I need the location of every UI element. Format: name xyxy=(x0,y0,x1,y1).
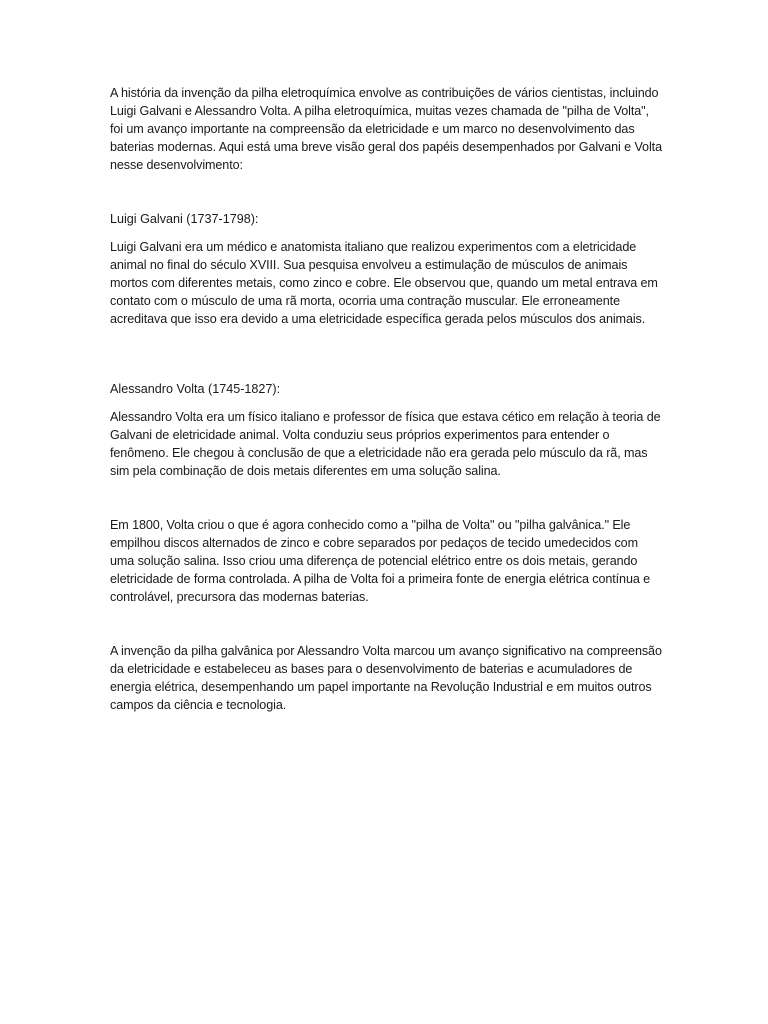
volta-paragraph: Alessandro Volta era um físico italiano e professor de física que estava cético em relação à teoria de Galvani de eletricidade animal. Volta conduziu seus próprios experimentos para entender o fenômeno. Ele chegou à conclusão de que a eletricidade não era gerada pelo músculo da rã, mas sim pela combinação de dois metais diferentes em uma solução salina. xyxy=(110,410,661,478)
conclusion-paragraph: A invenção da pilha galvânica por Alessandro Volta marcou um avanço significativo na compreensão da eletricidade e estabeleceu as bases para o desenvolvimento de baterias e acumuladores de energia elétrica, desempenhando um papel importante na Revolução Industrial e em muitos outros campos da ciência e tecnologia. xyxy=(110,644,662,712)
galvani-paragraph: Luigi Galvani era um médico e anatomista italiano que realizou experimentos com a eletricidade animal no final do século XVIII. Sua pesquisa envolveu a estimulação de músculos de animais mortos com diferentes metais, como zinco e cobre. Ele observou que, quando um metal entrava em contato com o músculo de uma rã morta, ocorria uma contração muscular. Ele erroneamente acreditava que isso era devido a uma eletricidade específica gerada pelos músculos dos animais. xyxy=(110,240,658,326)
intro-paragraph: A história da invenção da pilha eletroquímica envolve as contribuições de vários cientistas, incluindo Luigi Galvani e Alessandro Volta. A pilha eletroquímica, muitas vezes chamada de "pilha de Volta", foi um avanço importante na compreensão da eletricidade e um marco no desenvolvimento das baterias modernas. Aqui está uma breve visão geral dos papéis desempenhados por Galvani e Volta nesse desenvolvimento: xyxy=(110,86,662,172)
galvani-heading: Luigi Galvani (1737-1798): xyxy=(110,212,259,226)
pilha-de-volta-paragraph: Em 1800, Volta criou o que é agora conhecido como a "pilha de Volta" ou "pilha galvânica." Ele empilhou discos alternados de zinco e cobre separados por pedaços de tecido umedecidos com uma solução salina. Isso criou uma diferença de potencial elétrico entre os dois metais, gerando eletricidade de forma controlada. A pilha de Volta foi a primeira fonte de energia elétrica contínua e controlável, precursora das modernas baterias. xyxy=(110,518,651,604)
volta-heading: Alessandro Volta (1745-1827): xyxy=(110,382,281,396)
